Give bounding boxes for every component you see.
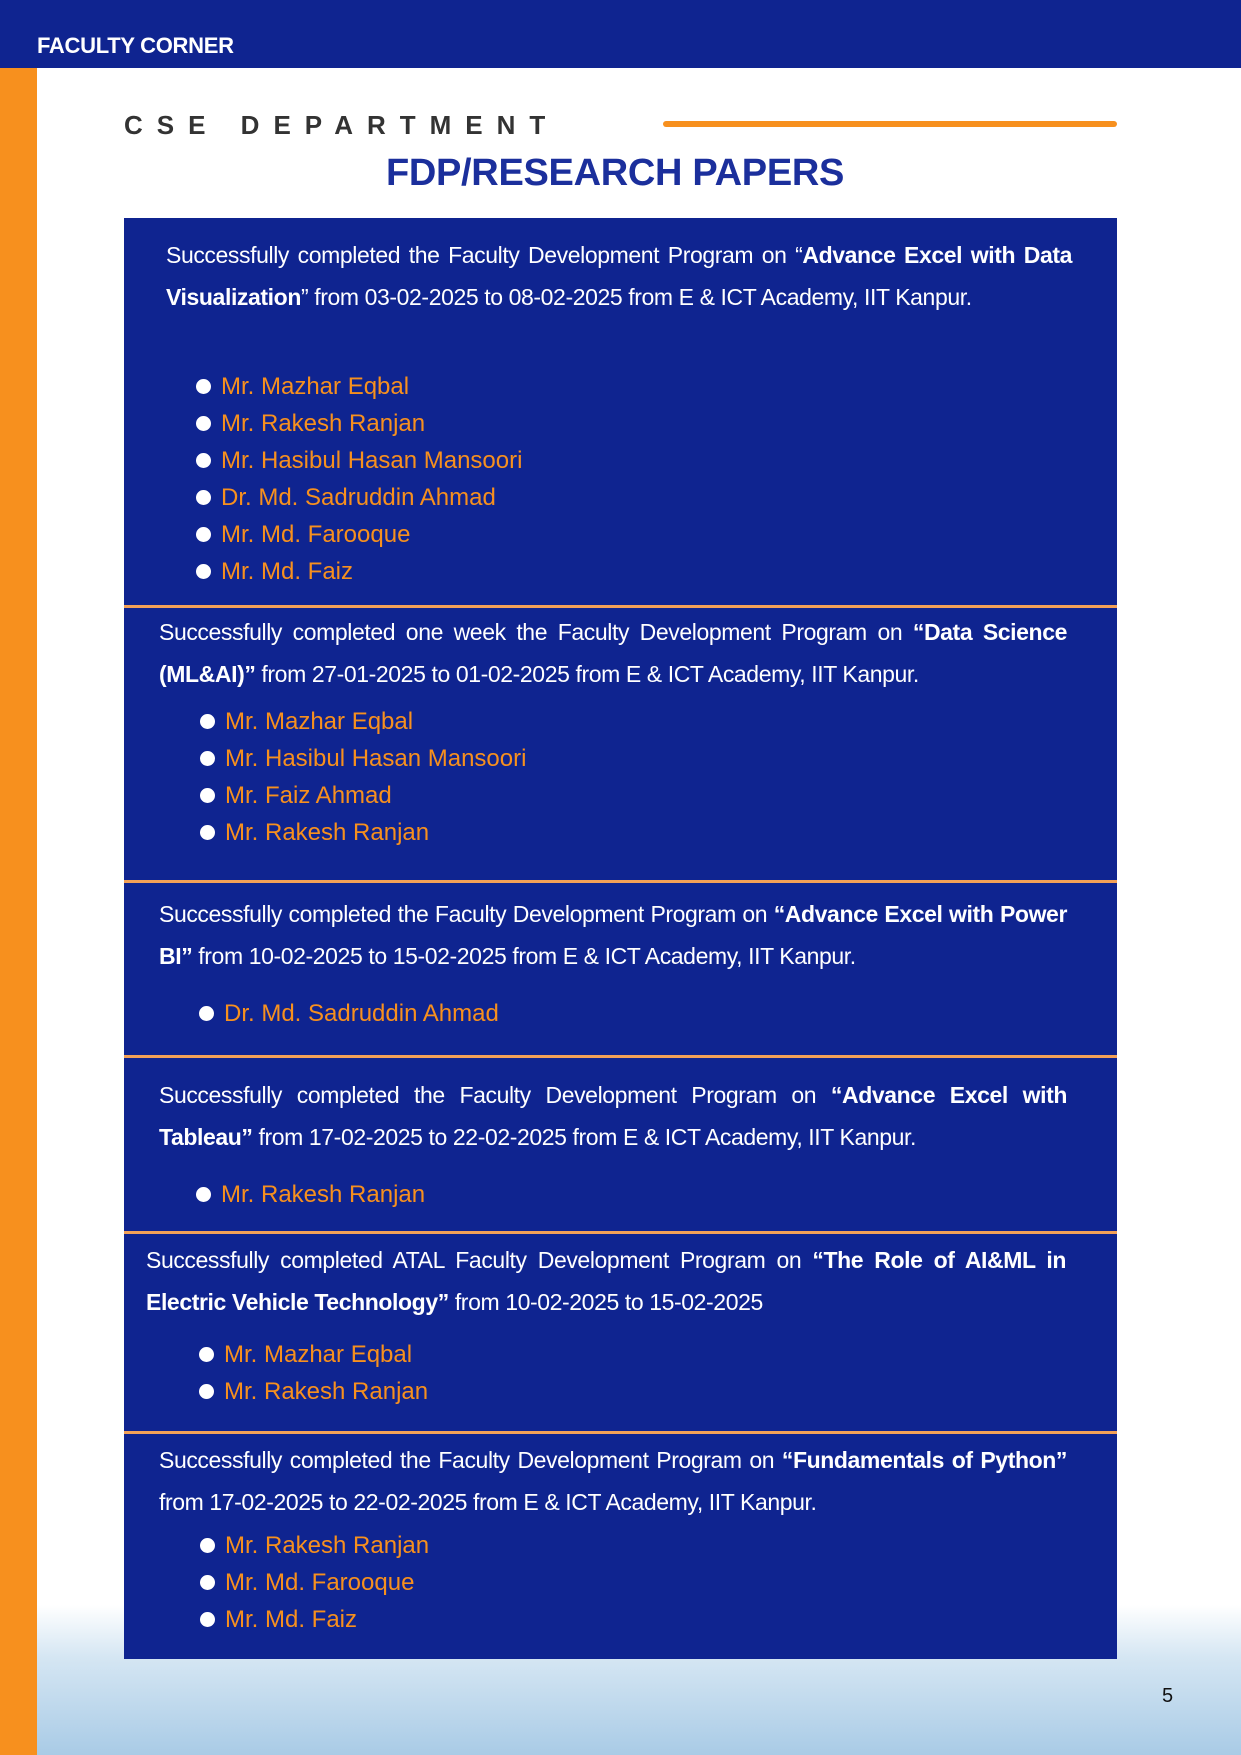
section-description: Successfully completed the Faculty Development Program on “Advance Excel with Data Visualization” from 03-02-2025 to 08-02-2025 from E & ICT Academy, IIT Kanpur.	[166, 242, 1073, 310]
department-label: CSE DEPARTMENT	[124, 110, 560, 140]
bullet-icon	[196, 453, 211, 468]
participant-item: Mr. Md. Faiz	[200, 1601, 429, 1638]
bullet-icon	[200, 788, 215, 803]
fdp-section	[124, 218, 1117, 608]
fdp-section	[124, 1234, 1117, 1434]
bullet-icon	[200, 1612, 215, 1627]
participant-item: Mr. Md. Farooque	[200, 1564, 429, 1601]
participant-item: Dr. Md. Sadruddin Ahmad	[196, 479, 522, 516]
bullet-icon	[196, 527, 211, 542]
participant-list	[199, 995, 499, 1032]
participant-item: Mr. Mazhar Eqbal	[196, 368, 522, 405]
section-description: Successfully completed the Faculty Development Program on “Fundamentals of Python” from 17-02-2025 to 22-02-2025 from E & ICT Academy, IIT Kanpur.	[159, 1447, 1068, 1515]
department-underline	[663, 121, 1117, 127]
bullet-icon	[196, 379, 211, 394]
fdp-panel	[124, 218, 1117, 1659]
section-description: Successfully completed the Faculty Development Program on “Advance Excel with Tableau” from 17-02-2025 to 22-02-2025 from E & ICT Academy, IIT Kanpur.	[159, 1082, 1067, 1150]
participant-item: Mr. Md. Farooque	[196, 516, 522, 553]
participant-item: Mr. Mazhar Eqbal	[199, 1336, 428, 1373]
participant-item: Mr. Rakesh Ranjan	[200, 814, 526, 851]
participant-item: Mr. Hasibul Hasan Mansoori	[200, 740, 526, 777]
participant-item: Mr. Rakesh Ranjan	[200, 1527, 429, 1564]
bullet-icon	[200, 825, 215, 840]
fdp-section	[124, 1434, 1117, 1659]
header-bar	[0, 0, 1241, 68]
bullet-icon	[199, 1347, 214, 1362]
participant-item: Dr. Md. Sadruddin Ahmad	[199, 995, 499, 1032]
fdp-section	[124, 1058, 1117, 1234]
section-description: Successfully completed one week the Faculty Development Program on “Data Science (ML&AI)” from 27-01-2025 to 01-02-2025 from E & ICT Academy, IIT Kanpur.	[159, 619, 1067, 687]
bullet-icon	[196, 416, 211, 431]
participant-item: Mr. Rakesh Ranjan	[196, 1176, 425, 1213]
bullet-icon	[199, 1384, 214, 1399]
participant-item: Mr. Rakesh Ranjan	[199, 1373, 428, 1410]
fdp-section	[124, 608, 1117, 883]
bullet-icon	[200, 714, 215, 729]
participant-item: Mr. Mazhar Eqbal	[200, 703, 526, 740]
participant-item: Mr. Hasibul Hasan Mansoori	[196, 442, 522, 479]
participant-item: Mr. Rakesh Ranjan	[196, 405, 522, 442]
section-description: Successfully completed the Faculty Development Program on “Advance Excel with Power BI” from 10-02-2025 to 15-02-2025 from E & ICT Academy, IIT Kanpur.	[159, 901, 1068, 969]
bullet-icon	[200, 1538, 215, 1553]
bullet-icon	[200, 751, 215, 766]
bullet-icon	[196, 564, 211, 579]
page-heading: FDP/RESEARCH PAPERS	[385, 152, 845, 194]
page-number: 5	[1162, 1685, 1174, 1707]
participant-list	[199, 1336, 428, 1410]
fdp-section	[124, 883, 1117, 1058]
bullet-icon	[196, 1187, 211, 1202]
bullet-icon	[199, 1006, 214, 1021]
left-accent-stripe	[0, 68, 37, 1755]
participant-list	[196, 1176, 425, 1213]
section-description: Successfully completed ATAL Faculty Development Program on “The Role of AI&ML in Electric Vehicle Technology” from 10-02-2025 to 15-02-2025	[146, 1247, 1066, 1315]
bullet-icon	[196, 490, 211, 505]
participant-list	[200, 703, 526, 851]
participant-item: Mr. Faiz Ahmad	[200, 777, 526, 814]
bullet-icon	[200, 1575, 215, 1590]
header-title: FACULTY CORNER	[37, 33, 234, 58]
participant-item: Mr. Md. Faiz	[196, 553, 522, 590]
participant-list	[196, 368, 522, 590]
participant-list	[200, 1527, 429, 1638]
